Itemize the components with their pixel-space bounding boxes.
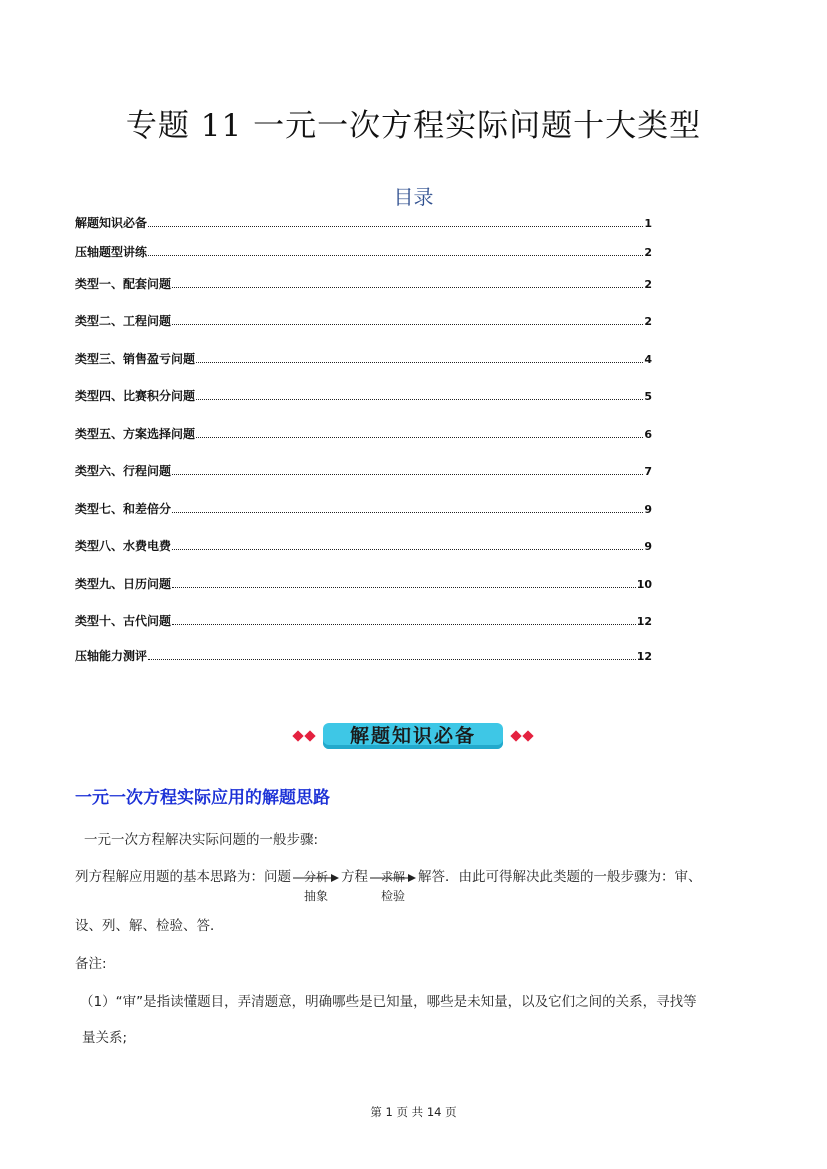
toc-entry-page: 7 bbox=[644, 465, 652, 478]
toc-entry[interactable] bbox=[75, 387, 652, 405]
toc-entry[interactable] bbox=[75, 312, 652, 330]
toc-leader-dots bbox=[172, 315, 643, 325]
section-heading: 一元一次方程实际应用的解题思路 bbox=[75, 788, 330, 808]
method-prefix: 列方程解应用题的基本思路为：问题 bbox=[75, 869, 291, 885]
toc-entry[interactable] bbox=[75, 243, 652, 261]
toc-leader-dots bbox=[172, 465, 643, 475]
toc-entry-page: 5 bbox=[644, 390, 652, 403]
toc-entry-label: 类型五、方案选择问题 bbox=[75, 427, 196, 441]
toc-entry-page: 1 bbox=[644, 217, 652, 230]
toc-entry[interactable] bbox=[75, 500, 652, 518]
toc-entry-label: 类型十、古代问题 bbox=[75, 614, 172, 628]
toc-leader-dots bbox=[172, 540, 643, 550]
toc-entry[interactable] bbox=[75, 425, 652, 443]
toc-entry-label: 类型六、行程问题 bbox=[75, 464, 172, 478]
toc-leader-dots bbox=[148, 650, 636, 660]
analyze-abstract-arrow bbox=[293, 860, 339, 903]
arrow-label-top: 分析 bbox=[303, 870, 328, 884]
toc-entry-label: 类型四、比赛积分问题 bbox=[75, 389, 196, 403]
note-1-line-2: 量关系; bbox=[82, 1030, 128, 1046]
toc-entry[interactable] bbox=[75, 647, 652, 665]
solve-verify-arrow bbox=[370, 860, 416, 903]
arrow-label-bottom: 检验 bbox=[380, 889, 405, 903]
method-mid: 方程 bbox=[341, 869, 368, 885]
toc-entry-label: 压轴能力测评 bbox=[75, 649, 148, 663]
diamond-icon bbox=[304, 730, 315, 741]
toc-entry-label: 类型七、和差倍分 bbox=[75, 502, 172, 516]
toc-entry-page: 2 bbox=[644, 246, 652, 259]
toc-entry-page: 12 bbox=[636, 615, 652, 628]
toc-entry[interactable] bbox=[75, 612, 652, 630]
toc-entry-page: 10 bbox=[636, 578, 652, 591]
toc-entry-page: 4 bbox=[644, 353, 652, 366]
toc-entry-label: 压轴题型讲练 bbox=[75, 245, 148, 259]
toc-entry[interactable] bbox=[75, 214, 652, 232]
method-line-2: 设、列、解、检验、答． bbox=[75, 918, 224, 934]
toc-entry-label: 类型二、工程问题 bbox=[75, 314, 172, 328]
toc-entry-label: 解题知识必备 bbox=[75, 216, 148, 230]
toc-entry-page: 2 bbox=[644, 278, 652, 291]
toc-leader-dots bbox=[196, 428, 643, 438]
toc-leader-dots bbox=[148, 246, 643, 256]
toc-entry[interactable] bbox=[75, 350, 652, 368]
toc-entry-page: 6 bbox=[644, 428, 652, 441]
note-1-line-1: （1）“审”是指读懂题目，弄清题意，明确哪些是已知量，哪些是未知量，以及它们之间的关系，寻找等 bbox=[80, 994, 697, 1010]
diamond-icon bbox=[292, 730, 303, 741]
toc-leader-dots bbox=[196, 390, 643, 400]
method-suffix: 解答．由此可得解决此类题的一般步骤为：审、 bbox=[418, 869, 702, 885]
toc-entry-label: 类型八、水费电费 bbox=[75, 539, 172, 553]
toc-entry[interactable] bbox=[75, 275, 652, 293]
toc-leader-dots bbox=[172, 278, 643, 288]
toc-entry-label: 类型九、日历问题 bbox=[75, 577, 172, 591]
toc-entry[interactable] bbox=[75, 537, 652, 555]
banner-title: 解题知识必备 bbox=[349, 725, 476, 747]
toc-entry-page: 2 bbox=[644, 315, 652, 328]
toc-entry-page: 9 bbox=[644, 503, 652, 516]
arrow-label-top: 求解 bbox=[380, 870, 405, 884]
toc-heading: 目录 bbox=[393, 185, 434, 209]
intro-text: 一元一次方程解决实际问题的一般步骤: bbox=[84, 832, 319, 848]
arrow-label-bottom: 抽象 bbox=[303, 889, 328, 903]
toc-entry[interactable] bbox=[75, 462, 652, 480]
toc-leader-dots bbox=[172, 503, 643, 513]
diamond-icon bbox=[510, 730, 521, 741]
toc-leader-dots bbox=[148, 217, 643, 227]
diamond-icon bbox=[522, 730, 533, 741]
method-line bbox=[75, 860, 702, 903]
section-banner bbox=[290, 720, 540, 752]
toc-entry-page: 12 bbox=[636, 650, 652, 663]
toc-entry-page: 9 bbox=[644, 540, 652, 553]
toc-entry-label: 类型三、销售盈亏问题 bbox=[75, 352, 196, 366]
toc-entry-label: 类型一、配套问题 bbox=[75, 277, 172, 291]
toc-leader-dots bbox=[196, 353, 643, 363]
toc-entry[interactable] bbox=[75, 575, 652, 593]
page-footer: 第 1 页 共 14 页 bbox=[370, 1105, 457, 1119]
document-title: 专题 11 一元一次方程实际问题十大类型 bbox=[125, 108, 702, 144]
toc-leader-dots bbox=[172, 578, 636, 588]
toc-leader-dots bbox=[172, 615, 636, 625]
note-label: 备注: bbox=[75, 956, 107, 972]
